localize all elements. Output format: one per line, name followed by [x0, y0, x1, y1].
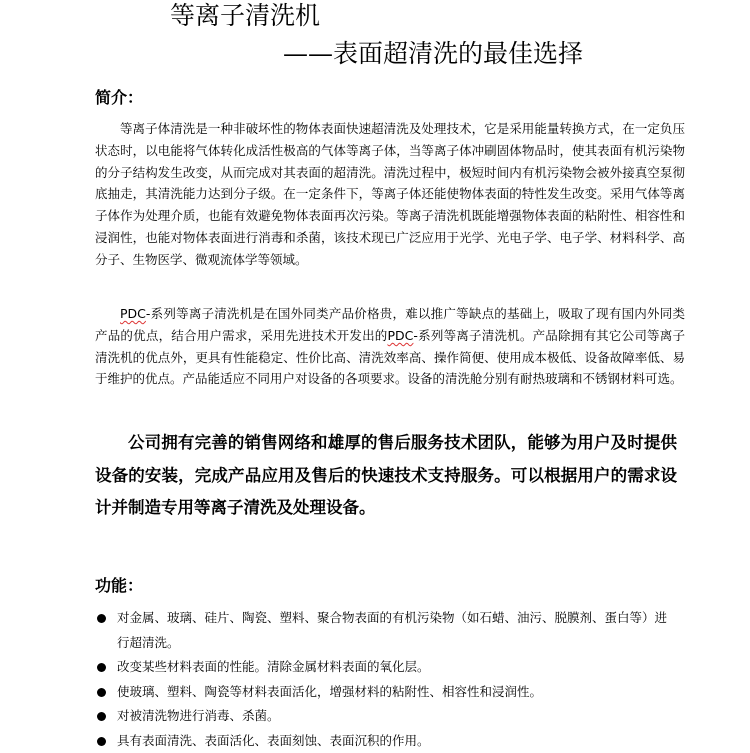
pdc-model-name: PDC	[120, 306, 146, 321]
company-paragraph: 公司拥有完善的销售网络和雄厚的售后服务技术团队，能够为用户及时提供设备的安装，完成产品应用及售后的快速技术支持服务。可以根据用户的需求设计并制造专用等离子清洗及处理设备。	[95, 427, 677, 525]
function-item-text: 具有表面清洗、表面活化、表面刻蚀、表面沉积的作用。	[117, 733, 430, 748]
list-item	[95, 606, 675, 655]
function-item-text: 对被清洗物进行消毒、杀菌。	[117, 708, 280, 723]
function-item-text: 使玻璃、塑料、陶瓷等材料表面活化，增强材料的粘附性、相容性和浸润性。	[117, 684, 542, 699]
list-item	[95, 655, 675, 680]
function-list	[95, 606, 675, 753]
document-title: 等离子清洗机	[170, 0, 320, 32]
bullet-icon	[97, 663, 106, 672]
document-subtitle: ——表面超清洗的最佳选择	[283, 38, 583, 70]
bullet-icon	[97, 737, 106, 746]
bullet-icon	[97, 688, 106, 697]
intro-heading: 简介：	[95, 88, 143, 108]
bullet-icon	[97, 712, 106, 721]
function-item-text: 对金属、玻璃、硅片、陶瓷、塑料、聚合物表面的有机污染物（如石蜡、油污、脱膜剂、蛋白等）进行超清洗。	[117, 610, 667, 650]
list-item	[95, 704, 675, 729]
list-item	[95, 680, 675, 705]
intro-paragraph-1: 等离子体清洗是一种非破坏性的物体表面快速超清洗及处理技术，它是采用能量转换方式，在一定负压状态时，以电能将气体转化成活性极高的气体等离子体，当等离子体冲刷固体物品时，使其表面有机污染物的分子结构发生改变，从而完成对其表面的超清洗。清洗过程中，极短时间内有机污染物会被外接真空泵彻底抽走，其清洗能力达到分子级。在一定条件下，等离子体还能使物体表面的特性发生改变。采用气体等离子体作为处理介质，也能有效避免物体表面再次污染。等离子清洗机既能增强物体表面的粘附性、相容性和浸润性，也能对物体表面进行消毒和杀菌，该技术现已广泛应用于光学、光电子学、电子学、材料科学、高分子、生物医学、微观流体学等领域。	[95, 118, 685, 271]
intro-paragraph-2-text-a: -系列等离子清洗机是在国外同类产品价格贵，难以推广等缺点的基础上，吸取了现有国内外同类产品的优点，结合用户需求，采用先进技术开发出的	[95, 306, 685, 343]
pdc-model-name: PDC	[388, 328, 414, 343]
function-item-text: 改变某些材料表面的性能。清除金属材料表面的氧化层。	[117, 659, 430, 674]
intro-paragraph-2-text-b: -系列等离子清洗机。产品除拥有其它公司等离子清洗机的优点外，更具有性能稳定、性价比高、清洗效率高、操作简便、使用成本极低、设备故障率低、易于维护的优点。产品能适应不同用户对设备的各项要求。设备的清洗舱分别有耐热玻璃和不锈钢材料可选。	[95, 328, 685, 387]
list-item	[95, 729, 675, 753]
bullet-icon	[97, 614, 106, 623]
intro-paragraph-2	[95, 303, 685, 390]
function-heading: 功能：	[95, 576, 143, 596]
